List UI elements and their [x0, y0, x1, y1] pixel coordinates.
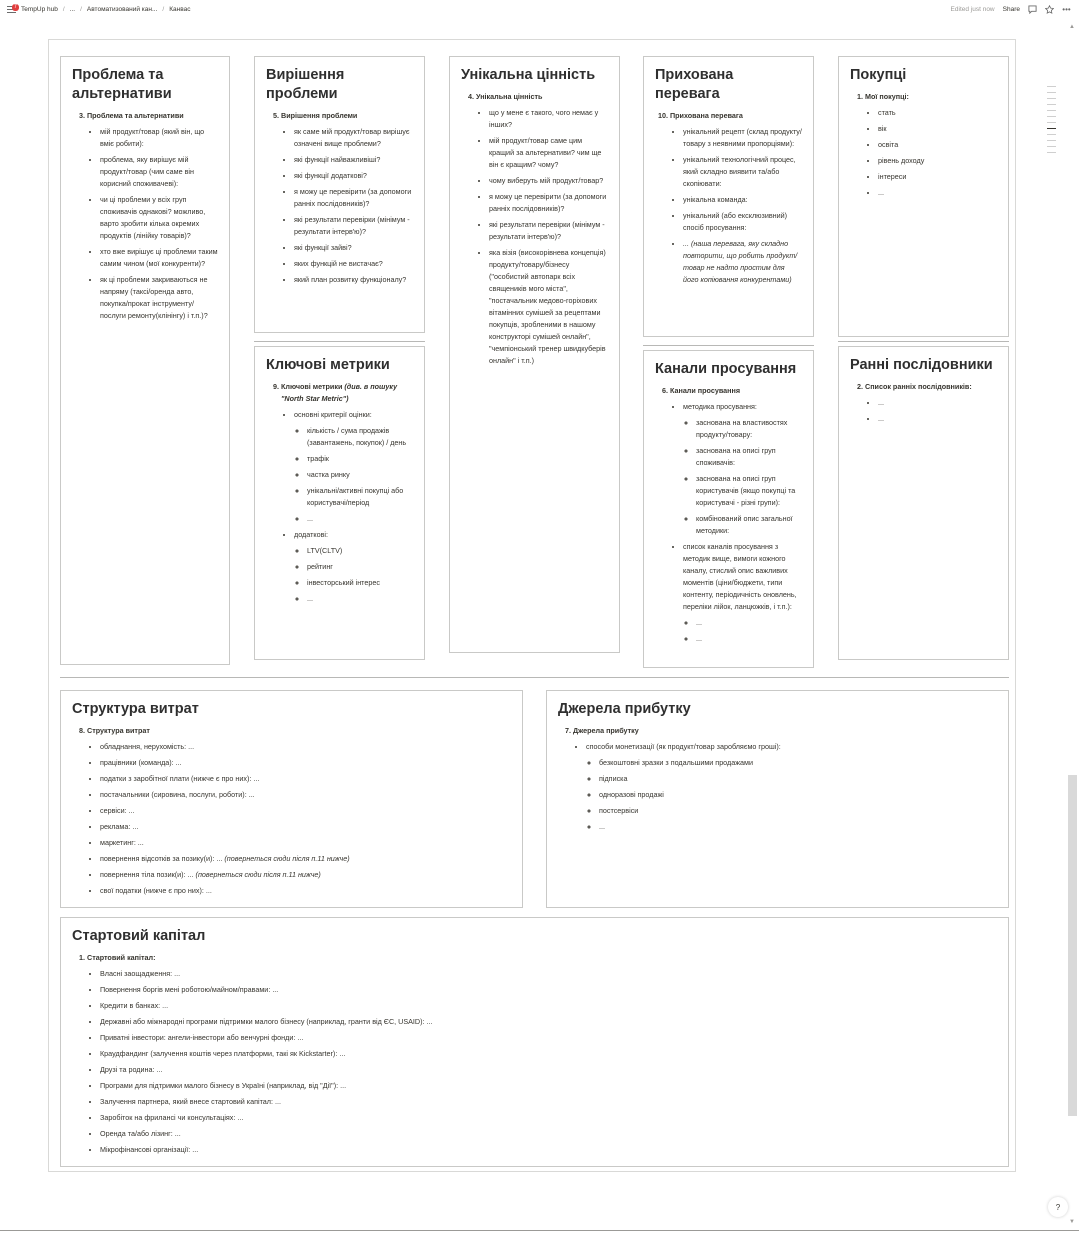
- share-button[interactable]: Share: [1002, 5, 1020, 13]
- numbered-list: [850, 381, 997, 425]
- numbered-list: [558, 725, 997, 833]
- list-item: • що у мене є такого, чого немає у інших?: [489, 107, 608, 131]
- star-icon[interactable]: [1045, 5, 1054, 14]
- list-item: ◦ LTV(CLTV): [307, 545, 413, 557]
- divider: [838, 341, 1009, 342]
- list-item: ◦ ...: [599, 821, 997, 833]
- list-item: ◦ рейтинг: [307, 561, 413, 573]
- numbered-list: [655, 385, 802, 645]
- list-item: • хто вже вирішує ці проблеми таким самим чином (мої конкуренти)?: [100, 246, 218, 270]
- edited-status: Edited just now: [950, 5, 995, 13]
- list-item: • реклама: ...: [100, 821, 511, 833]
- card-title: Ранні послідовники: [850, 357, 993, 373]
- list-item-text: повернення тіла позик(и): ...: [100, 870, 194, 879]
- numbered-list: [850, 91, 997, 199]
- numbered-list: [72, 952, 997, 1156]
- list-item: • інтереси: [878, 171, 997, 183]
- list-item: ◦ постсервіси: [599, 805, 997, 817]
- list-item: • вік: [878, 123, 997, 135]
- card-metrics: [254, 346, 425, 660]
- list-item: • які результати перевірки (мінімум - результати інтерв'ю)?: [294, 214, 413, 238]
- sidebar-menu-icon[interactable]: [7, 3, 17, 13]
- list-item: ◦ ...: [696, 617, 802, 629]
- list-item: • Кредити в банках: ...: [100, 1000, 997, 1012]
- numbered-list: [266, 110, 413, 286]
- section-heading: Мої покупці:: [865, 92, 909, 101]
- scroll-up-icon[interactable]: ▲: [1069, 24, 1075, 30]
- list-item: • які результати перевірки (мінімум - результати інтерв'ю)?: [489, 219, 608, 243]
- list-item: • Друзі та родина: ...: [100, 1064, 997, 1076]
- list-item-note: (повернеться сюди після п.11 нижче): [224, 854, 350, 863]
- numbered-list: [72, 110, 218, 322]
- card-revenue-streams: [546, 690, 1009, 908]
- list-item: • я можу це перевірити (за допомоги ранніх послідовників)?: [294, 186, 413, 210]
- list-item: • Власні заощадження: ...: [100, 968, 997, 980]
- section-heading: Структура витрат: [87, 726, 150, 735]
- list-item: • унікальний технологічний процес, який складно виявити та/або скопіювати:: [683, 154, 802, 190]
- list-item: • обладнання, нерухомість: ...: [100, 741, 511, 753]
- list-item: • освіта: [878, 139, 997, 151]
- list-item: • стать: [878, 107, 997, 119]
- card-customers: [838, 56, 1009, 337]
- list-item: ◦ безкоштовні зразки з подальшими продажами: [599, 757, 997, 769]
- card-unfair-advantage: [643, 56, 814, 337]
- list-item: • які функції найважливіші?: [294, 154, 413, 166]
- list-item: • унікальна команда:: [683, 194, 802, 206]
- more-options-icon[interactable]: •••: [1062, 4, 1071, 14]
- list-item: ◦ заснована на описі груп споживачів:: [696, 445, 802, 469]
- list-item: • податки з заробітної плати (нижче є про них): ...: [100, 773, 511, 785]
- list-item: ◦ заснована на властивостях продукту/товару:: [696, 417, 802, 441]
- list-item: • яка візія (високорівнева концепція) продукту/товару/бізнесу ("особистий автопарк всіх священиків мого міста", "постачальник медово-горіхових вітамінних сумішей за рецептами покупців, зробленими в нашому конструкторі сумішей онлайн", "чемпіонський тренер швидкуберів онлайн" і т.п.): [489, 247, 608, 367]
- help-icon[interactable]: ?: [1048, 1197, 1068, 1217]
- section-heading: Проблема та альтернативи: [87, 111, 184, 120]
- list-item: • Приватні інвестори: ангели-інвестори або венчурні фонди: ...: [100, 1032, 997, 1044]
- list-item: • ...: [878, 187, 997, 199]
- card-title: Вирішення проблеми: [266, 67, 345, 102]
- card-title: Канали просування: [655, 361, 797, 377]
- list-item: • рівень доходу: [878, 155, 997, 167]
- list-item: • Повернення боргів мені роботою/майном/правами: ...: [100, 984, 997, 996]
- card-unique-value: [449, 56, 620, 653]
- divider: [0, 1230, 1079, 1231]
- card-starting-capital: [60, 917, 1009, 1167]
- section-heading: Прихована перевага: [670, 111, 743, 120]
- list-item: • як саме мій продукт/товар вирішує означені вище проблеми?: [294, 126, 413, 150]
- card-title: Проблема та альтернативи: [72, 67, 172, 102]
- section-heading: Унікальна цінність: [476, 92, 543, 101]
- breadcrumb-ellipsis[interactable]: ...: [69, 5, 76, 13]
- numbered-list: [655, 110, 802, 286]
- breadcrumb-separator: /: [162, 5, 165, 13]
- numbered-list: [72, 725, 511, 897]
- card-title: Структура витрат: [72, 701, 199, 717]
- divider: [60, 677, 1009, 678]
- list-item-note: (повернеться сюди після п.11 нижче): [195, 870, 321, 879]
- card-title: Покупці: [850, 67, 907, 83]
- card-channels: [643, 350, 814, 668]
- card-early-adopters: [838, 346, 1009, 660]
- breadcrumb-separator: /: [80, 5, 82, 13]
- list-item: • працівники (команда): ...: [100, 757, 511, 769]
- list-item: ◦ трафік: [307, 453, 413, 465]
- list-item: [100, 869, 511, 881]
- numbered-list: [461, 91, 608, 367]
- list-item: • Краудфандинг (залучення коштів через платформи, такі як Kickstarter): ...: [100, 1048, 997, 1060]
- section-heading-note: (див. в пошуку "North Star Metric"): [281, 382, 398, 403]
- breadcrumb-separator: /: [62, 5, 65, 13]
- list-item: • Оренда та/або лізинг: ...: [100, 1128, 997, 1140]
- list-item-text: повернення відсотків за позику(и): ...: [100, 854, 223, 863]
- breadcrumb-workspace[interactable]: TempUp hub: [21, 5, 58, 13]
- card-title: Прихована перевага: [655, 67, 734, 102]
- card-title: Джерела прибутку: [558, 701, 691, 717]
- section-heading: Канали просування: [670, 386, 741, 395]
- list-item: • чому виберуть мій продукт/товар?: [489, 175, 608, 187]
- card-title: Стартовий капітал: [72, 928, 206, 944]
- list-item: • унікальний рецепт (склад продукту/товару з неявними пропорціями):: [683, 126, 802, 150]
- list-item: • сервіси: ...: [100, 805, 511, 817]
- section-heading: Вирішення проблеми: [281, 111, 358, 120]
- card-solution: [254, 56, 425, 333]
- section-heading: Стартовий капітал:: [87, 953, 156, 962]
- list-item: • маркетинг: ...: [100, 837, 511, 849]
- list-item: • Заробіток на фрилансі чи консультаціях: ...: [100, 1112, 997, 1124]
- list-item: ◦ одноразові продажі: [599, 789, 997, 801]
- scrollbar-thumb[interactable]: [1068, 775, 1077, 1116]
- list-item: • Мікрофінансові організації: ...: [100, 1144, 997, 1156]
- list-item-label: основні критерії оцінки:: [294, 410, 372, 419]
- list-item: • унікальний (або ексклюзивний) спосіб просування:: [683, 210, 802, 234]
- list-item: • мій продукт/товар (який він, що вміє робити):: [100, 126, 218, 150]
- list-item: • Програми для підтримки малого бізнесу в Україні (наприклад, від "Дії"): ...: [100, 1080, 997, 1092]
- card-title: Ключові метрики: [266, 357, 390, 373]
- list-item: ◦ комбінований опис загальної методики:: [696, 513, 802, 537]
- comment-icon[interactable]: [1028, 5, 1037, 14]
- list-item: ◦ ...: [696, 633, 802, 645]
- list-item: • проблема, яку вирішує мій продукт/товар (чим саме він корисний споживачеві):: [100, 154, 218, 190]
- list-item: • яких функцій не вистачає?: [294, 258, 413, 270]
- list-item: ◦ унікальні/активні покупці або користувачі/період: [307, 485, 413, 509]
- list-item: ◦ інвесторський інтерес: [307, 577, 413, 589]
- list-item-label: способи монетизації (як продукт/товар заробляємо гроші):: [586, 742, 781, 751]
- lean-canvas: [48, 39, 1016, 1172]
- card-problem: [60, 56, 230, 665]
- list-item: ◦ ...: [307, 513, 413, 525]
- list-item: • ... (наша перевага, яку складно повторити, що робить продукт/товар не надто простим для його копіювання конкурентами): [683, 238, 802, 286]
- list-item: • постачальники (сировина, послуги, роботи): ...: [100, 789, 511, 801]
- list-item-label: додаткові:: [294, 530, 328, 539]
- list-item: • мій продукт/товар саме цим кращий за альтернативи? чим ще він є кращим? чому?: [489, 135, 608, 171]
- section-heading: Список ранніх послідовників:: [865, 382, 972, 391]
- list-item-label: список каналів просування з методик вище, вимоги кожного каналу, стислий опис важливих моментів (ціни/бюджети, типи контенту, періодичність оновлень, переліки лійок, ланцюжків, і т.п.):: [683, 542, 797, 611]
- breadcrumb-parent[interactable]: Автоматизований кан...: [86, 5, 158, 13]
- list-item-label: методика просування:: [683, 402, 757, 411]
- list-item: ◦ заснована на описі груп користувачів (якщо покупці та користувачі - різні групи):: [696, 473, 802, 509]
- list-item: • ...: [878, 413, 997, 425]
- notification-badge: 7: [14, 3, 17, 10]
- list-item: • Державні або міжнародні програми підтримки малого бізнесу (наприклад, гранти від ЄС, USAID): ...: [100, 1016, 997, 1028]
- list-item: ◦ частка ринку: [307, 469, 413, 481]
- scroll-down-icon[interactable]: ▼: [1069, 1219, 1075, 1225]
- numbered-list: [266, 381, 413, 605]
- list-item: • Залучення партнера, який внесе стартовий капітал: ...: [100, 1096, 997, 1108]
- top-bar: [0, 0, 1079, 18]
- list-item: ◦ ...: [307, 593, 413, 605]
- section-heading: Джерела прибутку: [573, 726, 639, 735]
- list-item: • який план розвитку функціоналу?: [294, 274, 413, 286]
- list-item: • які функції додаткові?: [294, 170, 413, 182]
- list-item: • чи ці проблеми у всіх груп споживачів однакові? можливо, варто зробити кілька окремих продуктів (лінійку товарів)?: [100, 194, 218, 242]
- card-title: Унікальна цінність: [461, 67, 596, 83]
- card-cost-structure: [60, 690, 523, 908]
- divider: [643, 345, 814, 346]
- list-item: • я можу це перевірити (за допомоги ранніх послідовників)?: [489, 191, 608, 215]
- list-item: ◦ кількість / сума продажів (завантажень, покупок) / день: [307, 425, 413, 449]
- list-item: [100, 853, 511, 865]
- page-outline[interactable]: [1047, 86, 1056, 158]
- section-heading: Ключові метрики: [281, 382, 343, 391]
- list-item: • свої податки (нижче є про них): ...: [100, 885, 511, 897]
- breadcrumb-current[interactable]: Канвас: [169, 5, 191, 13]
- list-item: • як ці проблеми закриваються не напряму (таксі/оренда авто, покупка/прокат інструменту/ послуги ремонту(клінінгу) і т.п.)?: [100, 274, 218, 322]
- divider: [254, 341, 425, 342]
- list-item: ◦ підписка: [599, 773, 997, 785]
- list-item: • ...: [878, 397, 997, 409]
- list-item: • які функції зайві?: [294, 242, 413, 254]
